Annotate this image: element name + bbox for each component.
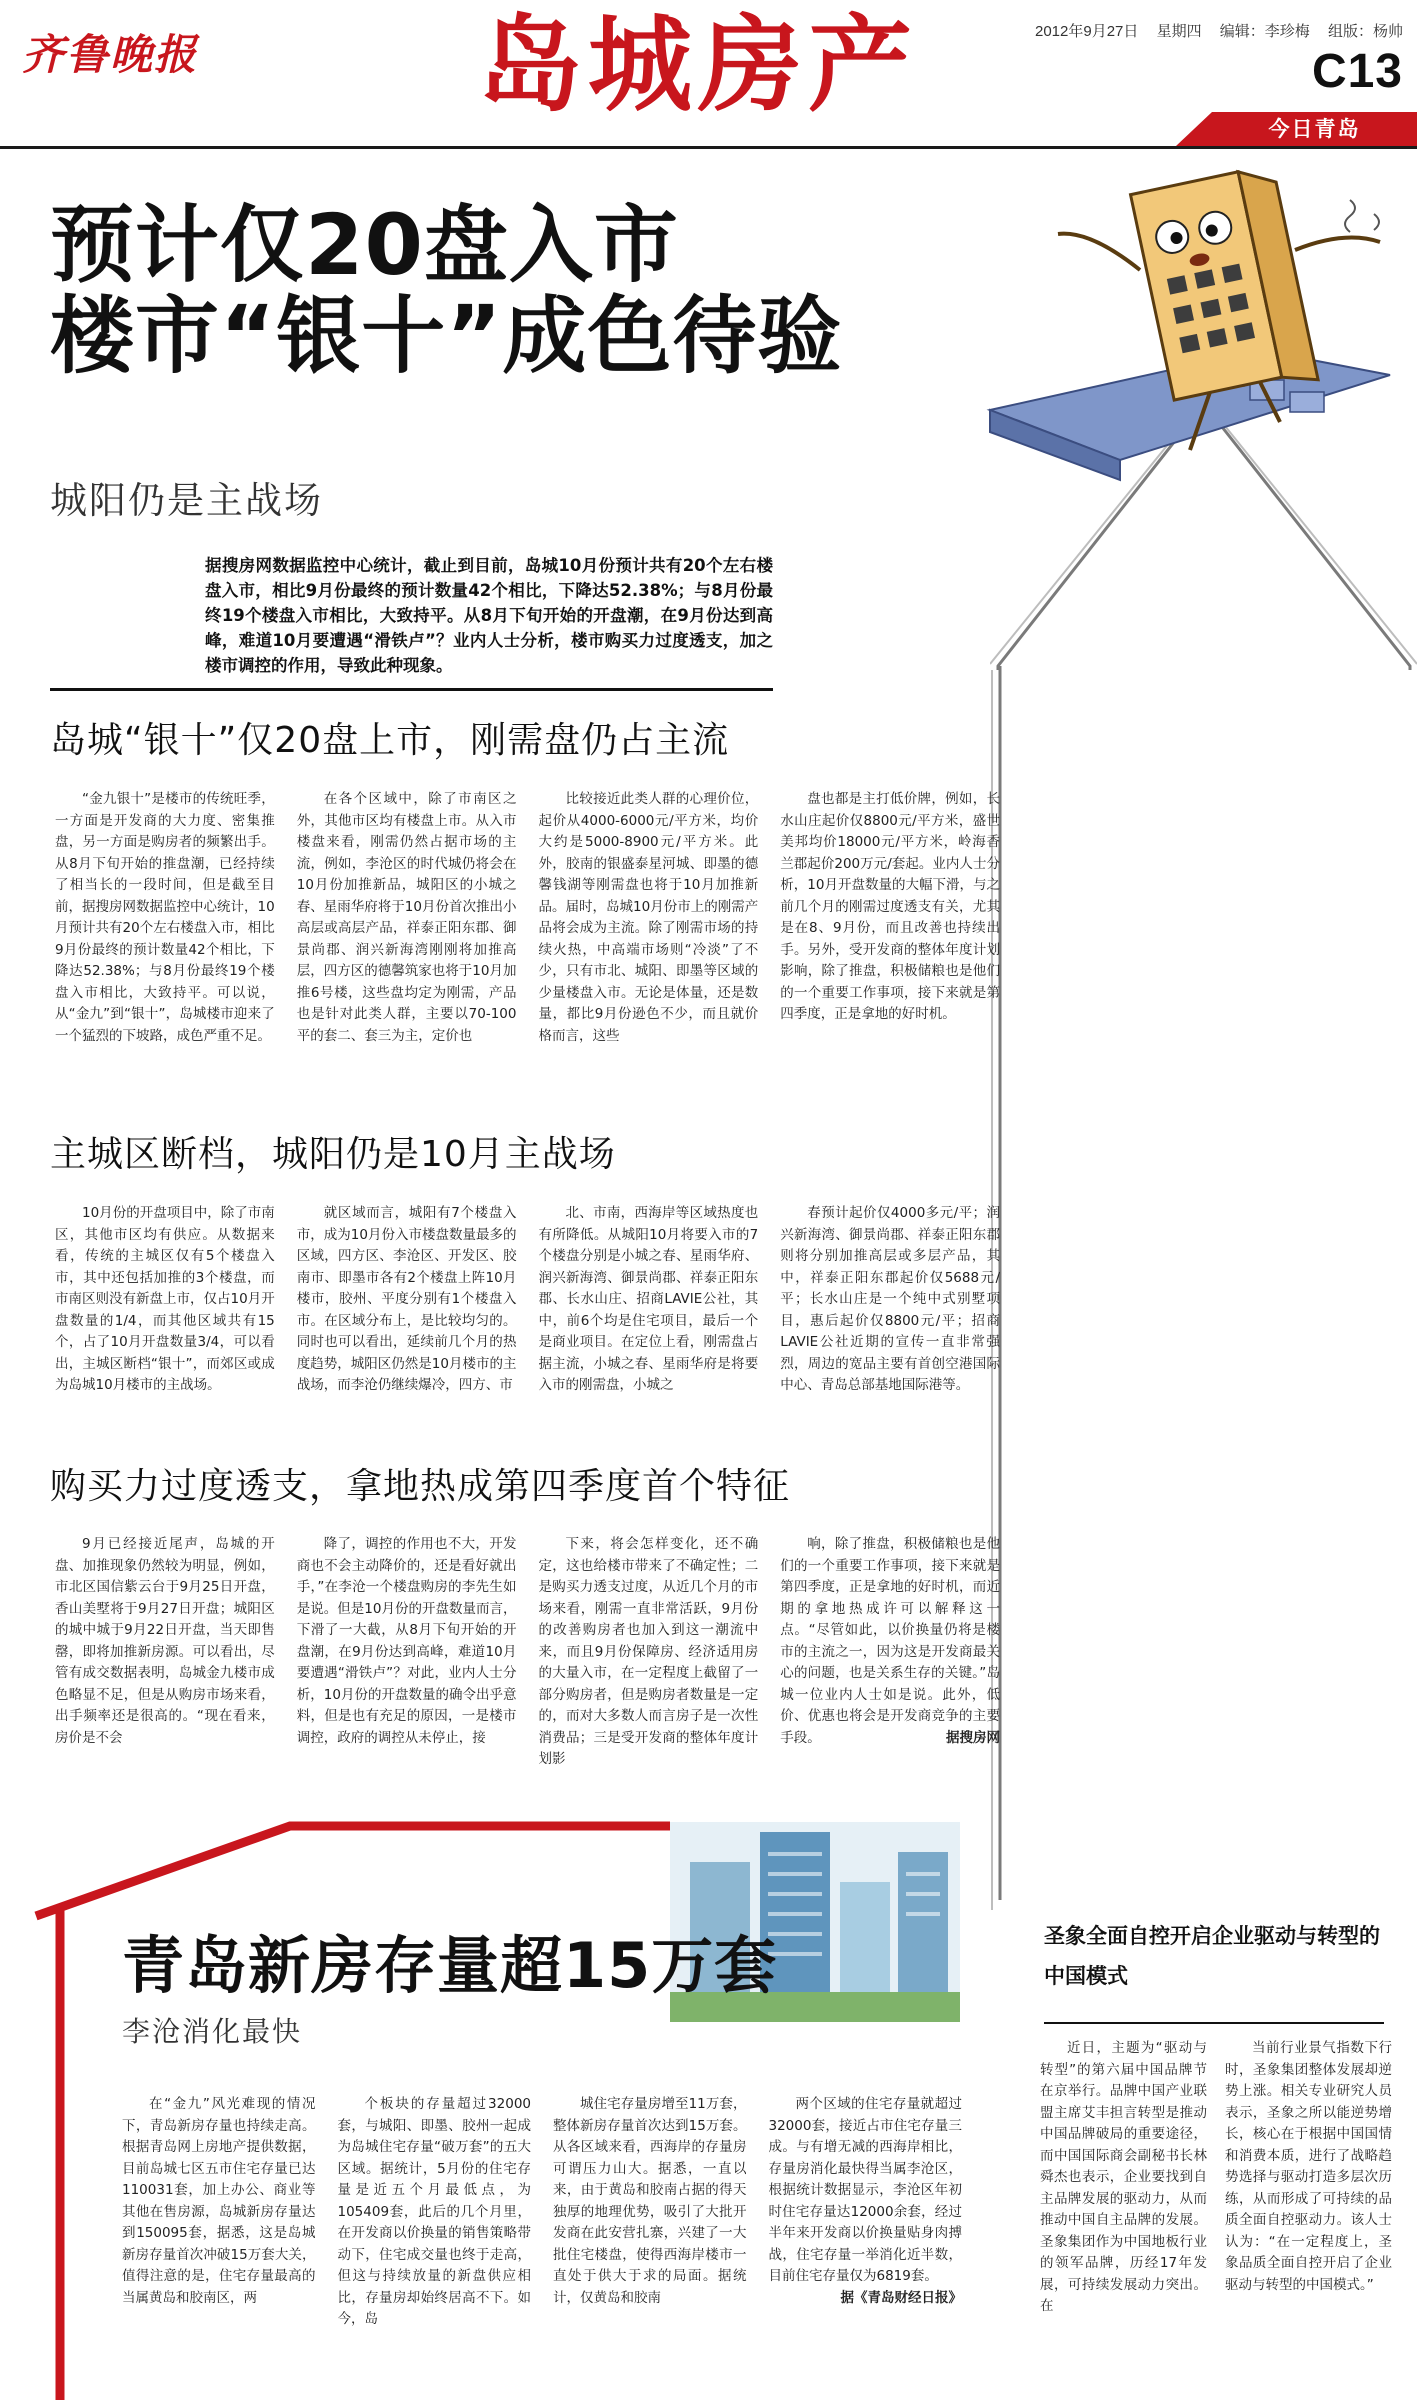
headline-line-1: 预计仅20盘入市 (50, 196, 679, 294)
layout-credit: 组版：杨帅 (1327, 23, 1403, 40)
feature-title: 青岛新房存量超15万套 (122, 1929, 778, 2002)
lead-paragraph: 据搜房网数据监控中心统计，截止到目前，岛城10月份预计共有20个左右楼盘入市，相比9月份最终的预计数量42个相比，下降达52.38%；与8月份最终19个楼盘入市相比，大致持平。从8月下旬开始的开盘潮，在9月份达到高峰，难道10月要遭遇“滑铁卢”？业内人士分析，楼市购买力过度透支，加之楼市调控的作用，导致此种现象。 (205, 556, 773, 675)
section-3-heading-text: 购买力过度透支，拿地热成第四季度首个特征 (50, 1466, 791, 1507)
article-column: 北、市南，西海岸等区域热度也有所降低。从城阳10月将要入市的7个楼盘分别是小城之春、星雨华府、润兴新海湾、御景尚郡、祥泰正阳东郡、长水山庄、招商LAVIE公社，其中，前6个均是住宅项目，最后一个是商业项目。在定位上看，刚需盘占据主流，小城之春、星雨华府是将要入市的刚需盘，小城之 (538, 1205, 759, 1393)
article-column: 下来，将会怎样变化，还不确定，这也给楼市带来了不确定性；二是购买力透支过度，从近几个月的市场来看，刚需一直非常活跃，9月份的改善购房者也加入到这一潮流中来，而且9月份保障房、经济适用房的大量入市，在一定程度上截留了一部分购房者，但是购房者数量是一定的，而对大多数人而言房子是一次性消费品；三是受开发商的整体年度计划影 (538, 1536, 759, 1767)
region-tag: 今日青岛 (1212, 112, 1417, 146)
section-1-heading (50, 718, 990, 764)
issue-weekday: 星期四 (1156, 23, 1202, 40)
article-column-text: 响，除了推盘，积极储粮也是他们的一个重要工作事项，接下来就是第四季度，正是拿地的好时机，而近期的拿地热成许可以解释这一点。“尽管如此，以价换量仍将是楼市的主流之一，因为这是开发商最关心的问题，也是关系生存的关键。”岛城一位业内人士如是说。此外，低价、优惠也将会是开发商竞争的主要手段。 (780, 1536, 1000, 1746)
headline-line-2: 楼市“银十”成色待验 (50, 286, 843, 385)
masthead (0, 0, 1417, 150)
article-column: 在“金九”风光难现的情况下，青岛新房存量也持续走高。根据青岛网上房地产提供数据，目前岛城七区五市住宅存量已达110031套，加上办公、商业等其他在售房源，岛城新房存量达到150095套，据悉，这是岛城新房存量首次冲破15万套大关，值得注意的是，住宅存量最高的当属黄岛和胶南区，两 (122, 2096, 316, 2306)
article-column: 春预计起价仅4000多元/平；润兴新海湾、御景尚郡、祥泰正阳东郡则将分别加推高层或多层产品，其中，祥泰正阳东郡起价仅5688元/平；长水山庄是一个纯中式别墅项目，惠后起价仅8800元/平；招商LAVIE公社近期的宣传一直非常强烈，周边的宽品主要有首创空港国际中心、青岛总部基地国际港等。 (780, 1205, 1000, 1393)
article-column: 10月份的开盘项目中，除了市南区，其他市区均有供应。从数据来看，传统的主城区仅有5个楼盘入市，其中还包括加推的3个楼盘，而市南区则没有新盘上市，仅占10月开盘数量的1/4，而其他区域共有15个，占了10月开盘数量3/4，可以看出，主城区断档“银十”，而郊区或成为岛城10月楼市的主战场。 (55, 1205, 275, 1393)
house-outline-decoration (990, 400, 1417, 1910)
issue-date: 2012年9月27日 (1035, 23, 1139, 40)
article-column (769, 2094, 963, 2382)
page-number: C13 (1311, 45, 1403, 98)
article-column (780, 1534, 1000, 1796)
article-column: 降了，调控的作用也不大，开发商也不会主动降价的，还是看好就出手，”在李沧一个楼盘购房的李先生如是说。但是10月份的开盘数量而言，下滑了一大截，从8月下旬开始的开盘潮，在9月份达到高峰，难道10月要遭遇“滑铁卢”？对此，业内人士分析，10月份的开盘数量的确令出乎意料，但是也有充足的原因，一是楼市调控，政府的调控从未停止，接 (296, 1536, 517, 1746)
section-2-heading (50, 1132, 990, 1178)
masthead-rule (0, 146, 1417, 149)
article-column: 城住宅存量房增至11万套，整体新房存量首次达到15万套。从各区域来看，西海岸的存量房可谓压力山大。据悉，一直以来，由于黄岛和胶南占据的得天独厚的地理优势，吸引了大批开发商在此安营扎寨，兴建了一大批住宅楼盘，使得西海岸楼市一直处于供大于求的局面。据统计，仅黄岛和胶南 (553, 2096, 747, 2306)
headline-subtitle: 城阳仍是主战场 (50, 479, 323, 522)
issue-meta (1035, 20, 1417, 41)
article-column: 当前行业景气指数下行时，圣象集团整体发展却逆势上涨。相关专业研究人员表示，圣象之所以能逆势增长，核心在于根据中国国情和消费本质，进行了战略趋势选择与驱动打造多层次历练，从而形成了可持续的品质全面自控驱动力。该人士认为：“在一定程度上，圣象品质全面自控开启了企业驱动与转型的中国模式。” (1225, 2040, 1392, 2293)
article-column: 就区域而言，城阳有7个楼盘入市，成为10月份入市楼盘数量最多的区域，四方区、李沧区、开发区、胶南市、即墨市各有2个楼盘上阵10月楼市，胶州、平度分别有1个楼盘入市。在区域分布上，是比较均匀的。同时也可以看出，延续前几个月的热度趋势，城阳区仍然是10月楼市的主战场，而李沧仍继续爆冷，四方、市 (296, 1205, 517, 1393)
lead-rule (50, 688, 773, 691)
newspaper-logo: 齐鲁晚报 (22, 30, 199, 79)
main-headline (50, 196, 843, 385)
section-1-body (55, 789, 1000, 1099)
section-2-heading-text: 主城区断档，城阳仍是10月主战场 (50, 1134, 616, 1175)
article-column: 盘也都是主打低价牌，例如，长水山庄起价仅8800元/平方米，盛世美邦均价18000元/平方米，岭海香兰郡起价200万元/套起。业内人士分析，10月开盘数量的大幅下滑，与之前几个月的刚需过度透支有关，尤其是在8、9月份，而且改善也持续出手。另外，受开发商的整体年度计划影响，除了推盘，积极储粮也是他们的一个重要工作事项，接下来就是第四季度，正是拿地的好时机。 (780, 791, 1000, 1022)
sliding-building-illustration (790, 160, 1410, 490)
article-column: 在各个区域中，除了市南区之外，其他市区均有楼盘上市。从入市楼盘来看，刚需仍然占据市场的主流，例如，李沧区的时代城仍将会在10月份加推新品，城阳区的小城之春、星雨华府将于10月份首次推出小高层或高层产品，祥泰正阳东郡、御景尚郡、润兴新海湾刚刚将加推高层，四方区的德馨筑家也将于10月加推6号楼，这些盘均定为刚需，产品也是针对此类人群，主要以70-100平的套二、套三为主，定价也 (296, 791, 517, 1044)
article-byline: 据《青岛财经日报》 (840, 2289, 962, 2306)
section-3-heading (50, 1464, 990, 1510)
article-column: 个板块的存量超过32000套，与城阳、即墨、胶州一起成为岛城住宅存量“破万套”的五大区域。据统计，5月份的住宅存量是近五个月最低点，为105409套，此后的几个月里，在开发商以价换量的销售策略带动下，住宅成交量也终于走高，但这与持续放量的新盘供应相比，存量房却始终居高不下。如今，岛 (337, 2096, 531, 2327)
sidebar-body (1040, 2038, 1392, 2386)
feature-body (122, 2094, 962, 2382)
section-1-heading-text: 岛城“银十”仅20盘上市，刚需盘仍占主流 (50, 720, 730, 761)
sidebar-title: 圣象全面自控开启企业驱动与转型的中国模式 (1044, 1924, 1380, 1988)
article-column-text: 两个区域的住宅存量就超过32000套，接近占市住宅存量三成。与有增无减的西海岸相比，存量房消化最快得当属李沧区，根据统计数据显示，李沧区年初时住宅存量达12000余套，经过半年来开发商以价换量贴身肉搏战，住宅存量一举消化近半数，目前住宅存量仅为6819套。 (768, 2096, 962, 2284)
article-column: “金九银十”是楼市的传统旺季，一方面是开发商的大力度、密集推盘，另一方面是购房者的频繁出手。从8月下旬开始的推盘潮，已经持续了相当长的一段时间，但是截至目前，据搜房网数据监控中心统计，10月预计共有20个左右楼盘入市，相比9月份最终的预计数量42个相比，下降达52.38%；与8月份最终19个楼盘入市相比，大致持平。可以说，从“金九”到“银十”，岛城楼市迎来了一个猛烈的下坡路，成色严重不足。 (55, 791, 275, 1044)
sidebar-rule (1044, 2022, 1384, 2024)
section-title: 岛城房产 (478, 4, 919, 126)
section-3-body (55, 1534, 1000, 1796)
section-2-body (55, 1203, 1000, 1441)
editor-credit: 编辑：李珍梅 (1219, 23, 1310, 40)
article-byline: 据搜房网 (946, 1729, 1000, 1746)
article-column: 近日，主题为“驱动与转型”的第六届中国品牌节在京举行。品牌中国产业联盟主席艾丰担言转型是推动中国品牌破局的重要途径，而中国国际商会副秘书长林舜杰也表示，企业要找到自主品牌发展的驱动力，从而推动中国自主品牌的发展。圣象集团作为中国地板行业的领军品牌，历经17年发展，可持续发展动力突出。在 (1040, 2040, 1207, 2314)
article-column: 9月已经接近尾声，岛城的开盘、加推现象仍然较为明显，例如，市北区国信紫云台于9月25日开盘，香山美墅将于9月27日开盘；城阳区的城中城于9月22日开盘，当天即售罄，即将加推新房源。可以看出，尽管有成交数据表明，岛城金九楼市成色略显不足，但是从购房市场来看，出手频率还是很高的。“现在看来，房价是不会 (55, 1536, 275, 1746)
article-column: 比较接近此类人群的心理价位，起价从4000-6000元/平方米，均价大约是5000-8900元/平方米。此外，胶南的银盛泰星河城、即墨的德馨钱湖等刚需盘也将于10月加推新品。届时，岛城10月份市上的刚需产品将会成为主流。除了刚需市场的持续火热，中高端市场则“冷淡”了不少，只有市北、城阳、即墨等区域的少量楼盘入市。无论是体量，还是数量，都比9月份逊色不少，而且就价格而言，这些 (538, 791, 759, 1044)
feature-subtitle: 李沧消化最快 (122, 2015, 303, 2048)
